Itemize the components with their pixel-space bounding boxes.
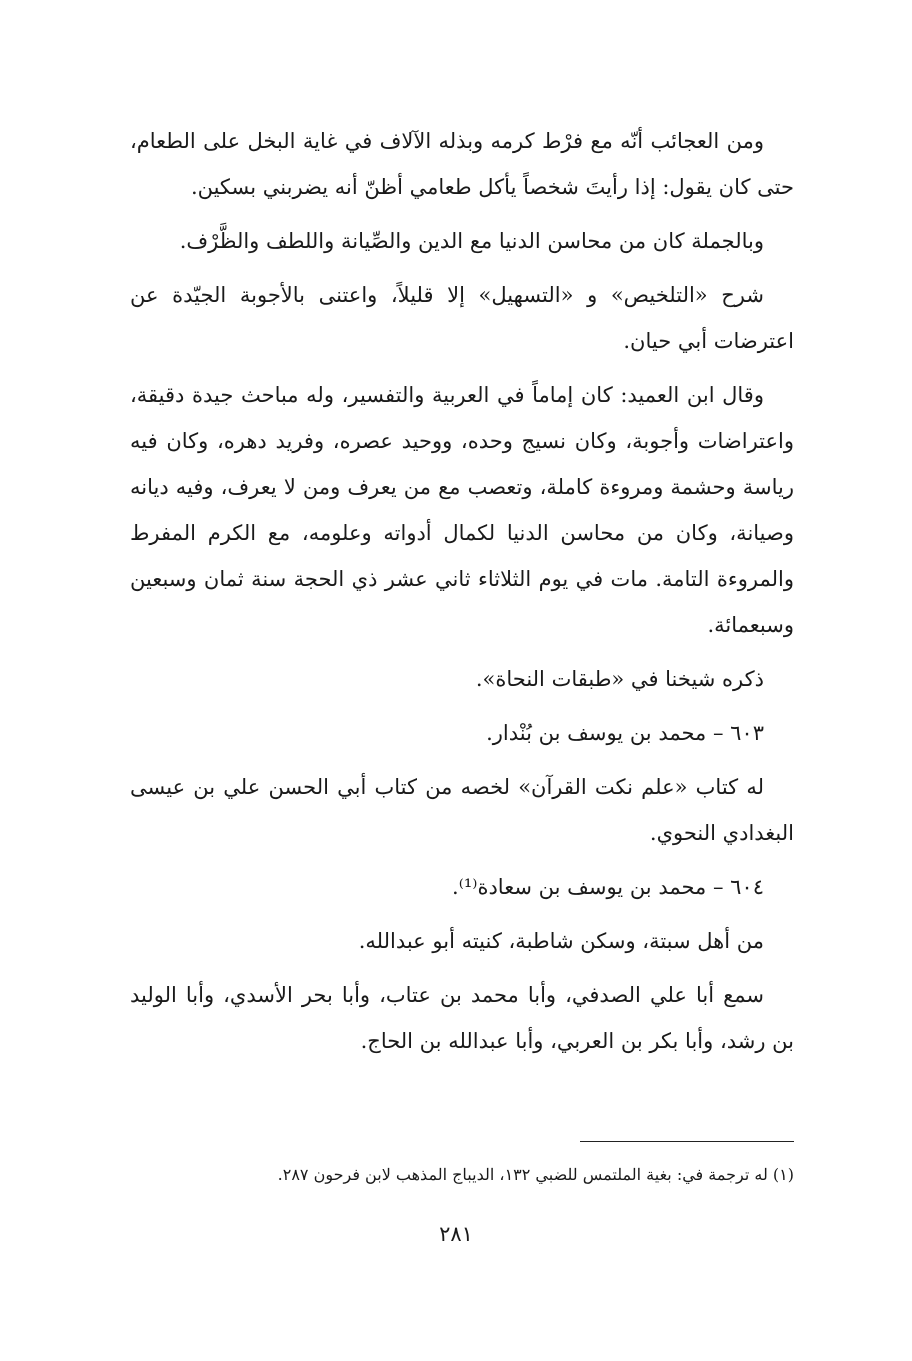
entry-heading-603: ٦٠٣ – محمد بن يوسف بن بُنْدار. bbox=[486, 721, 764, 745]
page-number: ٢٨١ bbox=[439, 1222, 473, 1246]
paragraph-ibn-al-amid-quote: وقال ابن العميد: كان إماماً في العربية والتفسير، وله مباحث جيدة دقيقة، واعتراضات وأجوبة، وكان نسيج وحده، ووحيد عصره، وفريد دهره، وكان فيه رياسة وحشمة ومروءة كاملة، وتعصب مع من يعرف ومن لا يعرف، وفيه ديانه وصيانة، وكان من محاسن الدنيا لكمال أدواته وعلومه، مع الكرم المفرط والمروءة التامة. مات في يوم الثلاثاء ثاني عشر ذي الحجة سنة ثمان وسبعين وسبعمائة. bbox=[130, 383, 794, 637]
footnote-divider bbox=[580, 1141, 794, 1142]
footnote: (١) له ترجمة في: بغية الملتمس للضبي ١٣٢، الديباج المذهب لابن فرحون ٢٨٧. bbox=[277, 1165, 794, 1184]
paragraph-book-entry-603: له كتاب «علم نكت القرآن» لخصه من كتاب أبي الحسن علي بن عيسى البغدادي النحوي. bbox=[130, 775, 794, 845]
paragraph-virtues: وبالجملة كان من محاسن الدنيا مع الدين والصِّيانة واللطف والظَّرْف. bbox=[179, 229, 764, 253]
page-body bbox=[130, 118, 794, 1072]
paragraph-stingy-anecdote: ومن العجائب أنّه مع فرْط كرمه وبذله الآلاف في غاية البخل على الطعام، حتى كان يقول: إذا رأيتَ شخصاً يأكل طعامي أظنّ أنه يضربني بسكين. bbox=[130, 129, 794, 199]
entry-heading-604: ٦٠٤ – محمد بن يوسف بن سعادة⁽¹⁾. bbox=[452, 875, 764, 899]
paragraph-commentaries: شرح «التلخيص» و «التسهيل» إلا قليلاً، واعتنى بالأجوبة الجيّدة عن اعترضات أبي حيان. bbox=[130, 283, 794, 353]
paragraph-tabaqat-reference: ذكره شيخنا في «طبقات النحاة». bbox=[475, 667, 764, 691]
paragraph-origin-604: من أهل سبتة، وسكن شاطبة، كنيته أبو عبدالله. bbox=[358, 929, 764, 953]
paragraph-teachers-604: سمع أبا علي الصدفي، وأبا محمد بن عتاب، وأبا بحر الأسدي، وأبا الوليد بن رشد، وأبا بكر بن العربي، وأبا عبدالله بن الحاج. bbox=[130, 983, 794, 1053]
